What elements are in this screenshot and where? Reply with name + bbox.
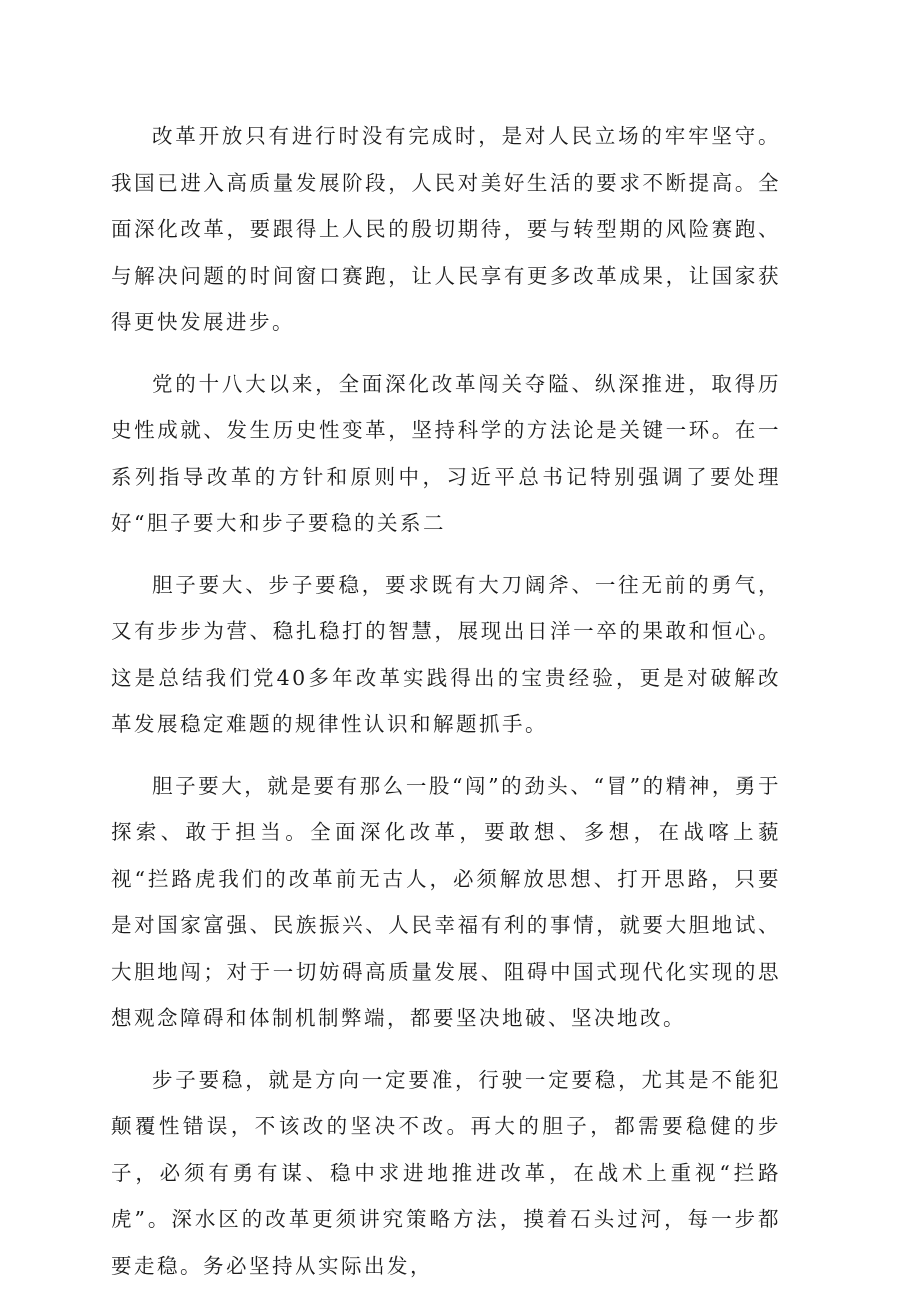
paragraph-3: 胆子要大、步子要稳，要求既有大刀阔斧、一往无前的勇气，又有步步为营、稳扎稳打的智慧，展现出日洋一卒的果敢和恒心。这是总结我们党40多年改革实践得出的宝贵经验，更是对破解改革发展稳定难题的规律性认识和解题抓手。 [111,572,781,736]
document-body [111,113,781,1304]
paragraph-5: 步子要稳，就是方向一定要准，行驶一定要稳，尤其是不能犯颠覆性错误，不该改的坚决不改。再大的胆子，都需要稳健的步子，必须有勇有谋、稳中求进地推进改革，在战术上重视“拦路虎”。深水区的改革更须讲究策略方法，摸着石头过河，每一步都要走稳。务必坚持从实际出发， [111,1067,781,1278]
paragraph-2: 党的十八大以来，全面深化改革闯关夺隘、纵深推进，取得历史性成就、发生历史性变革，坚持科学的方法论是关键一环。在一系列指导改革的方针和原则中，习近平总书记特别强调了要处理好“胆子要大和步子要稳的关系二 [111,371,781,535]
paragraph-1: 改革开放只有进行时没有完成时，是对人民立场的牢牢坚守。我国已进入高质量发展阶段，人民对美好生活的要求不断提高。全面深化改革，要跟得上人民的殷切期待，要与转型期的风险赛跑、与解决问题的时间窗口赛跑，让人民享有更多改革成果，让国家获得更快发展进步。 [111,124,781,334]
paragraph-4: 胆子要大，就是要有那么一股“闯”的劲头、“冒”的精神，勇于探索、敢于担当。全面深化改革，要敢想、多想，在战喀上藐视“拦路虎我们的改革前无古人，必须解放思想、打开思路，只要是对国家富强、民族振兴、人民幸福有利的事情，就要大胆地试、大胆地闯；对于一切妨碍高质量发展、阻碍中国式现代化实现的思想观念障碍和体制机制弊端，都要坚决地破、坚决地改。 [111,773,781,1030]
